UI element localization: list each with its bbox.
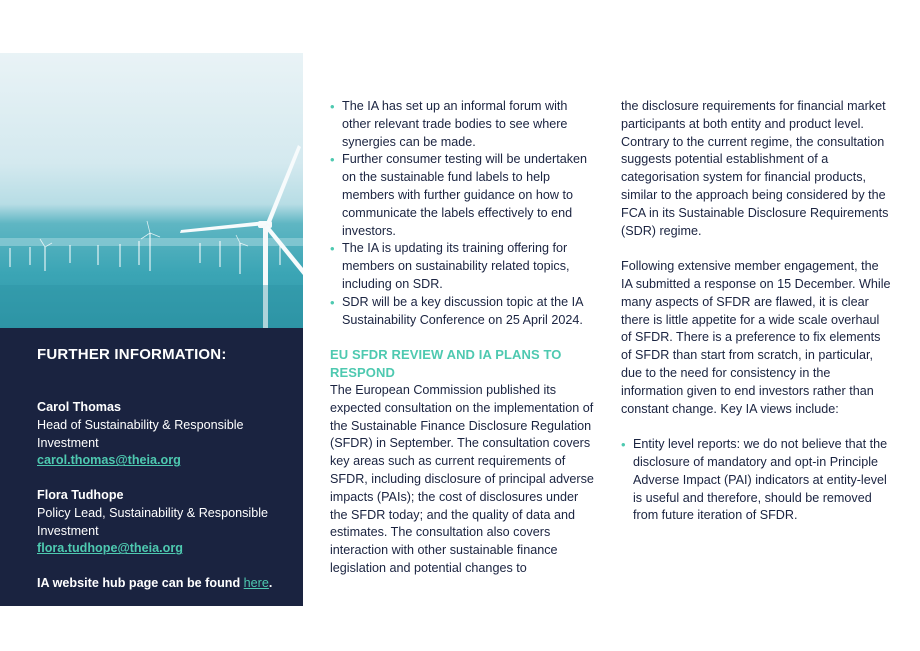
middle-column: [330, 98, 598, 578]
contact-email-link[interactable]: carol.thomas@theia.org: [37, 453, 181, 468]
hub-page-link[interactable]: here: [243, 576, 269, 590]
list-item: • Entity level reports: we do not believe that the disclosure of mandatory and opt-in Principle Adverse Impact (PAI) indicators at entity-level is useful and therefore, should be removed from future iteration of SFDR.: [621, 436, 893, 525]
list-item: • The IA is updating its training offering for members on sustainability related topics, including on SDR.: [330, 240, 598, 293]
response-paragraph: Following extensive member engagement, the IA submitted a response on 15 December. While many aspects of SFDR are flawed, it is clear there is little appetite for a wide scale overhaul of SFDR. There is a preference to fix elements of SFDR than start from scratch, in particular, due to the need for consistency in the information given to end investors rather than constant change. Key IA views include:: [621, 259, 891, 416]
hub-text: IA website hub page can be found: [37, 576, 244, 590]
contact-carol-thomas: [37, 399, 277, 470]
section-heading-eu-sfdr: EU SFDR REVIEW AND IA PLANS TO RESPOND: [330, 347, 562, 381]
contact-role: Policy Lead, Sustainability & Responsible Investment: [37, 505, 269, 538]
ia-actions-list: [330, 98, 598, 329]
ia-views-list: [621, 436, 893, 525]
wind-turbine-photo: [0, 53, 303, 328]
contact-email-link[interactable]: flora.tudhope@theia.org: [37, 541, 183, 556]
hub-page-note: [37, 576, 272, 590]
further-information-panel: [0, 328, 303, 606]
sfdr-paragraph: The European Commission published its expected consultation on the implementation of the Sustainable Finance Disclosure Regulation (SFDR) in September. The consultation covers key areas such as current requirements of SFDR, including disclosure of principal adverse impacts (PAIs); the cost of disclosures under the SFDR today; and the quality of data and estimates. The consultation also covers interaction with other sustainable finance legislation and potential changes to: [330, 382, 594, 575]
list-item: • SDR will be a key discussion topic at the IA Sustainability Conference on 25 April 2024.: [330, 294, 598, 330]
list-item: • The IA has set up an informal forum with other relevant trade bodies to see where synergies can be made.: [330, 98, 598, 151]
contact-name: Carol Thomas: [37, 400, 121, 414]
list-item: • Further consumer testing will be undertaken on the sustainable fund labels to help members with further guidance on how to communicate the labels effectively to end investors.: [330, 151, 598, 240]
wind-turbine-illustration: [0, 53, 303, 328]
disclosure-paragraph: the disclosure requirements for financial market participants at both entity and product level. Contrary to the current regime, the consultation suggests potential establishment of a categorisation system for financial products, similar to the approach being considered by the FCA in its Sustainable Disclosure Requirements (SDR) regime.: [621, 99, 889, 238]
further-information-title: FURTHER INFORMATION:: [37, 346, 227, 363]
hub-end: .: [268, 576, 273, 590]
contact-role: Head of Sustainability & Responsible Investment: [37, 417, 244, 450]
right-column: [621, 98, 893, 525]
contact-flora-tudhope: [37, 487, 277, 558]
contact-name: Flora Tudhope: [37, 488, 124, 502]
